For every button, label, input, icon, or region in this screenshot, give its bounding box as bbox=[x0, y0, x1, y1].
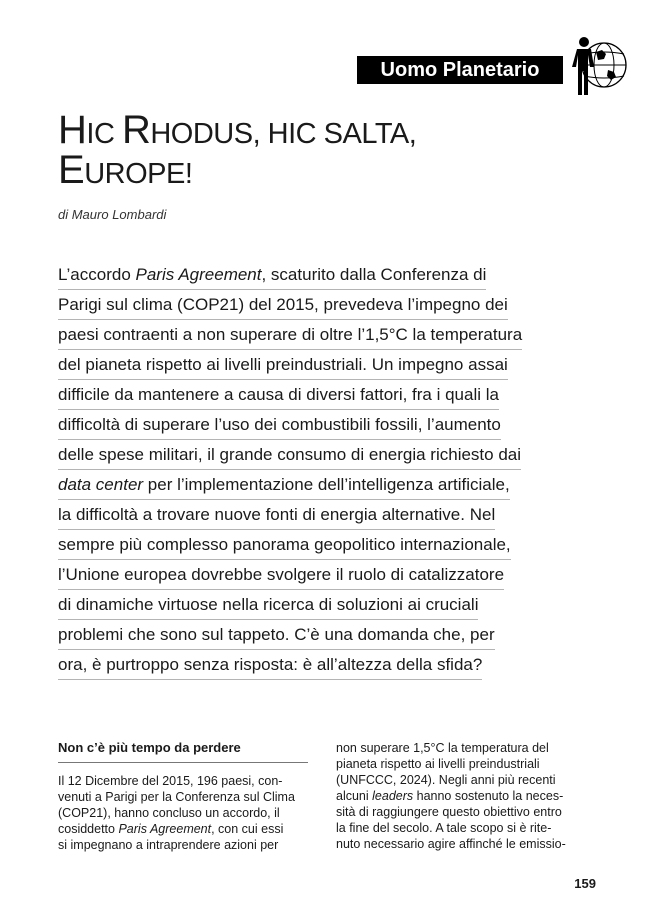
text-line: Parigi sul clima (COP21) del 2015, prevedeva l’impegno dei bbox=[58, 290, 578, 320]
text-line: si impegnano a intraprendere azioni per bbox=[58, 838, 279, 852]
text-line: di dinamiche virtuose nella ricerca di soluzioni ai cruciali bbox=[58, 590, 578, 620]
text-line: difficoltà di superare l’uso dei combustibili fossili, l’aumento bbox=[58, 410, 578, 440]
text-line: non superare 1,5°C la temperatura del bbox=[336, 741, 549, 755]
text-line: pianeta rispetto ai livelli preindustriali bbox=[336, 757, 540, 771]
article-author: di Mauro Lombardi bbox=[58, 207, 167, 222]
text-line: del pianeta rispetto ai livelli preindustriali. Un impegno assai bbox=[58, 350, 578, 380]
text-line: sità di raggiungere questo obiettivo entro bbox=[336, 805, 562, 819]
right-column-body bbox=[336, 740, 594, 852]
text-line: ora, è purtroppo senza risposta: è all’altezza della sfida? bbox=[58, 650, 578, 680]
text-line: cosiddetto Paris Agreement, con cui essi bbox=[58, 822, 284, 836]
text-line: delle spese militari, il grande consumo di energia richiesto dai bbox=[58, 440, 578, 470]
section-heading: Non c’è più tempo da perdere bbox=[58, 740, 241, 755]
man-with-globe-icon bbox=[566, 30, 628, 100]
text-line: data center per l’implementazione dell’intelligenza artificiale, bbox=[58, 470, 578, 500]
section-header-tag: Uomo Planetario bbox=[357, 56, 563, 84]
text-line: difficile da mantenere a causa di diversi fattori, fra i quali la bbox=[58, 380, 578, 410]
text-line: (COP21), hanno concluso un accordo, il bbox=[58, 806, 280, 820]
text-line: problemi che sono sul tappeto. C’è una domanda che, per bbox=[58, 620, 578, 650]
text-line: la difficoltà a trovare nuove fonti di energia alternative. Nel bbox=[58, 500, 578, 530]
right-column bbox=[336, 740, 594, 852]
left-column-body bbox=[58, 773, 308, 853]
text-line: nuto necessario agire affinché le emissio- bbox=[336, 837, 566, 851]
text-line: paesi contraenti a non superare di oltre l’1,5°C la temperatura bbox=[58, 320, 578, 350]
text-line: Il 12 Dicembre del 2015, 196 paesi, con- bbox=[58, 774, 283, 788]
article-abstract bbox=[58, 260, 578, 680]
text-line: (UNFCCC, 2024). Negli anni più recenti bbox=[336, 773, 556, 787]
title-line-2: EUROPE! bbox=[58, 148, 193, 192]
article-title bbox=[58, 108, 598, 192]
page-number: 159 bbox=[574, 876, 596, 891]
text-line: sempre più complesso panorama geopolitico internazionale, bbox=[58, 530, 578, 560]
text-line: l’Unione europea dovrebbe svolgere il ruolo di catalizzatore bbox=[58, 560, 578, 590]
text-line: la fine del secolo. A tale scopo si è rite- bbox=[336, 821, 552, 835]
left-column bbox=[58, 738, 308, 853]
title-line-1: HIC RHODUS, HIC SALTA, bbox=[58, 108, 417, 152]
text-line: venuti a Parigi per la Conferenza sul Clima bbox=[58, 790, 295, 804]
text-line: L’accordo Paris Agreement, scaturito dalla Conferenza di bbox=[58, 260, 578, 290]
section-heading-rule bbox=[58, 762, 308, 763]
text-line: alcuni leaders hanno sostenuto la neces- bbox=[336, 789, 564, 803]
